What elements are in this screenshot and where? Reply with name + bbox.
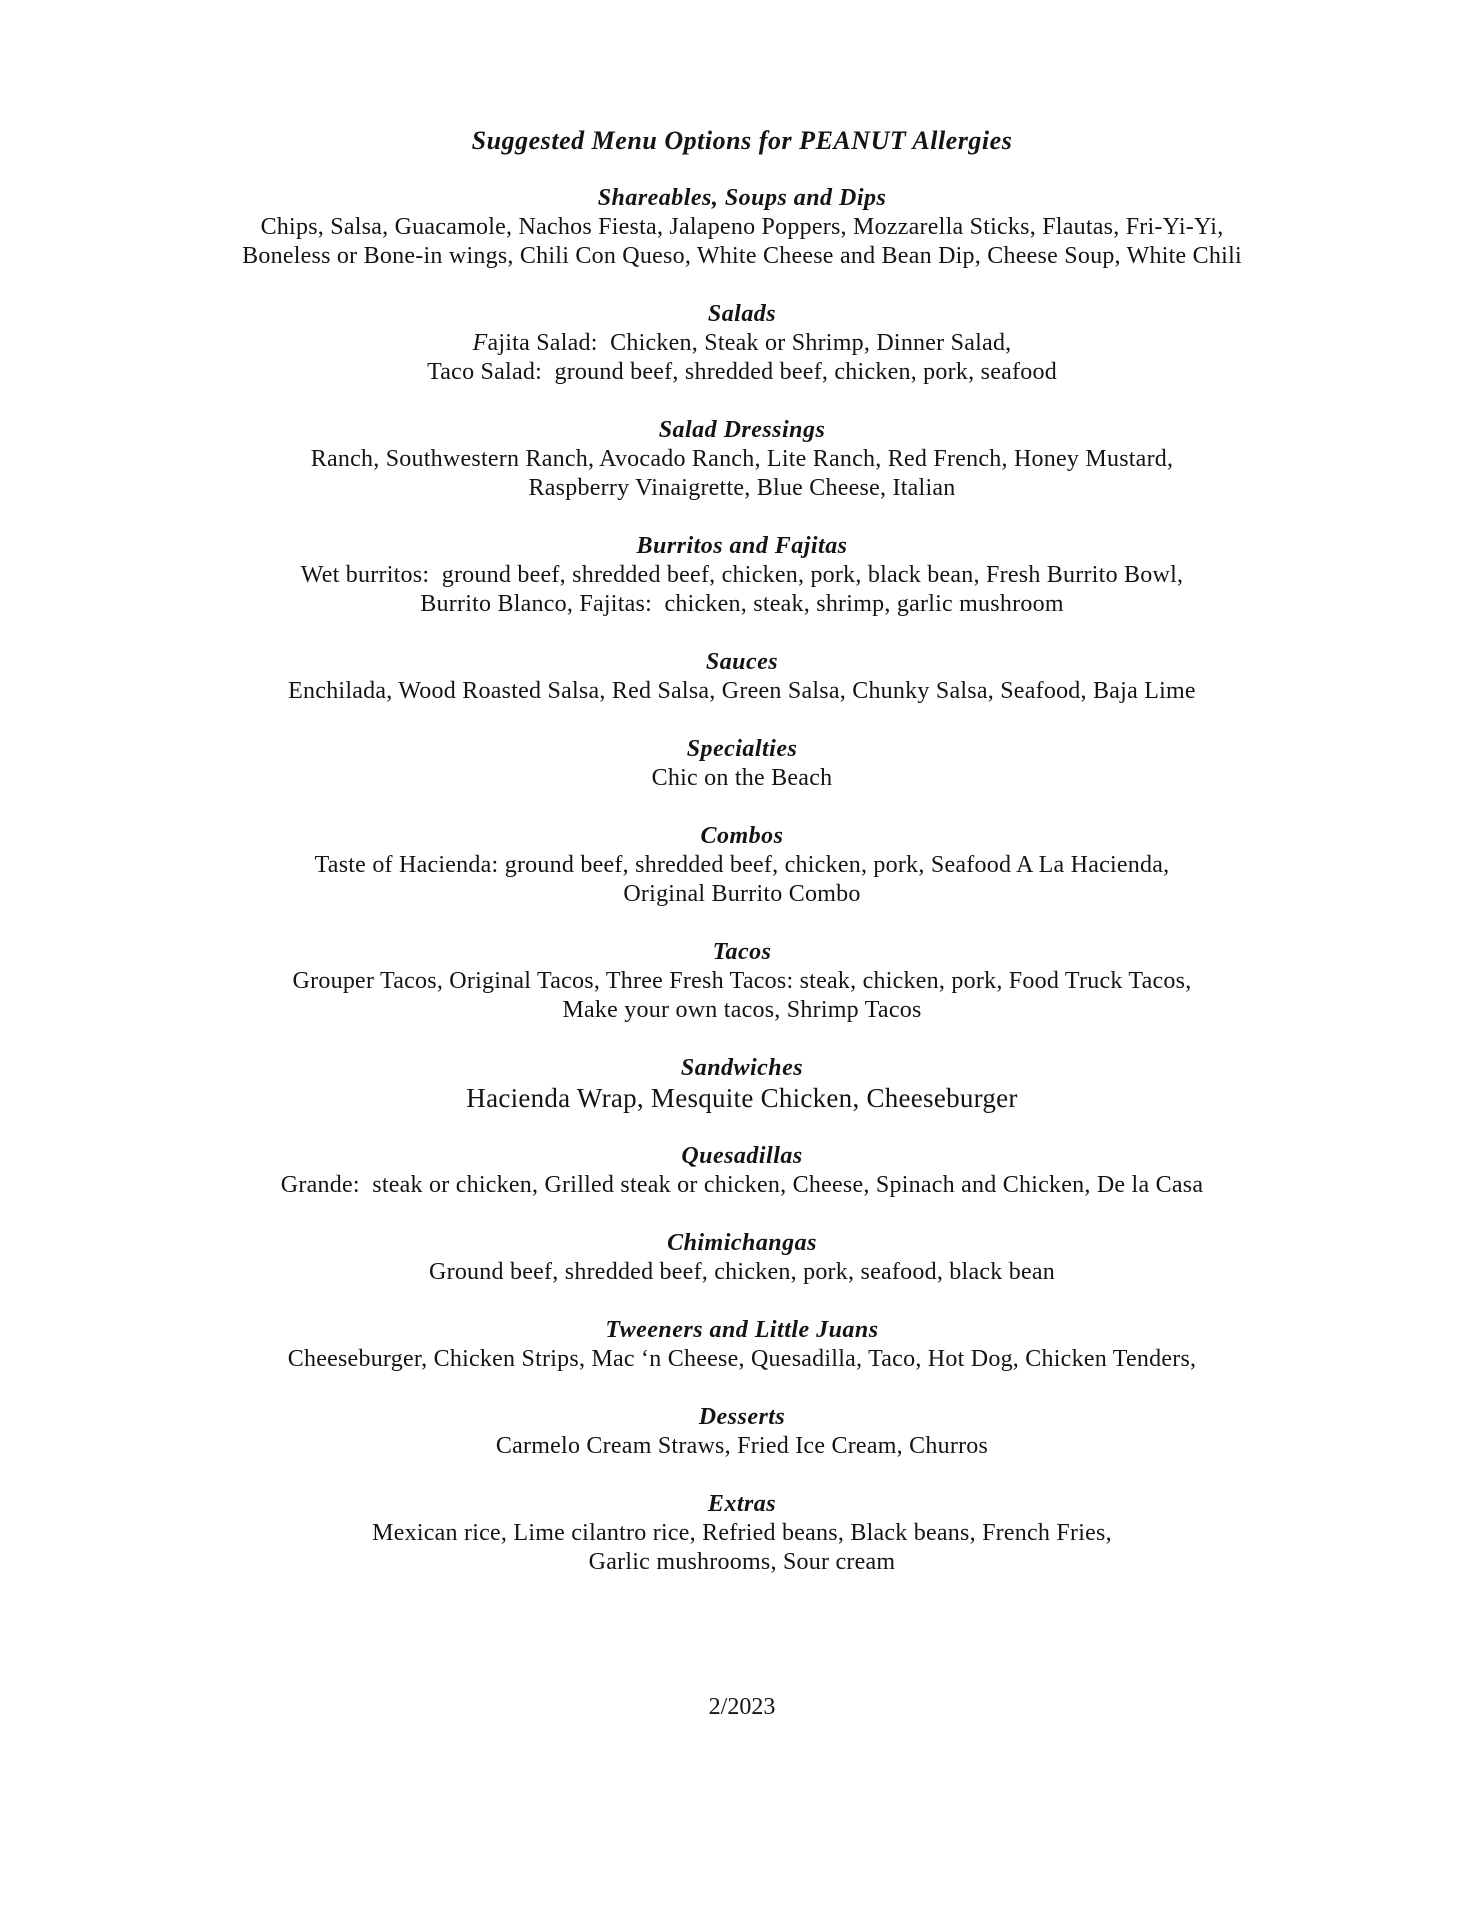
section-desserts	[0, 1403, 1484, 1461]
section-heading: Sauces	[705, 649, 779, 675]
menu-items-line: Taco Salad: ground beef, shredded beef, chicken, pork, seafood	[427, 359, 1057, 385]
section-heading: Specialties	[686, 736, 798, 762]
section-heading: Shareables, Soups and Dips	[597, 185, 887, 211]
section-salads	[0, 300, 1484, 387]
section-burritos-fajitas	[0, 532, 1484, 619]
page-title: Suggested Menu Options for PEANUT Allergies	[471, 126, 1013, 155]
section-sauces	[0, 648, 1484, 706]
menu-items-line: Raspberry Vinaigrette, Blue Cheese, Italian	[528, 475, 956, 501]
section-tacos	[0, 938, 1484, 1025]
menu-items-line: Chic on the Beach	[651, 765, 833, 791]
section-extras	[0, 1490, 1484, 1577]
menu-items-line: Mexican rice, Lime cilantro rice, Refried beans, Black beans, French Fries,	[372, 1520, 1112, 1546]
section-sandwiches	[0, 1054, 1484, 1113]
menu-items-line: Chips, Salsa, Guacamole, Nachos Fiesta, Jalapeno Poppers, Mozzarella Sticks, Flautas, Fri-Yi-Yi,	[260, 214, 1224, 240]
section-specialties	[0, 735, 1484, 793]
menu-items-line: Grande: steak or chicken, Grilled steak or chicken, Cheese, Spinach and Chicken, De la Casa	[280, 1172, 1204, 1198]
menu-items-line: Hacienda Wrap, Mesquite Chicken, Cheeseburger	[466, 1083, 1018, 1113]
menu-items-line: Burrito Blanco, Fajitas: chicken, steak, shrimp, garlic mushroom	[420, 591, 1064, 617]
section-heading: Tacos	[712, 939, 772, 965]
section-heading: Burritos and Fajitas	[636, 533, 848, 559]
section-heading: Chimichangas	[667, 1230, 817, 1256]
menu-items-line: Cheeseburger, Chicken Strips, Mac ‘n Cheese, Quesadilla, Taco, Hot Dog, Chicken Tenders,	[287, 1346, 1197, 1372]
section-heading: Extras	[707, 1491, 777, 1517]
section-heading: Salad Dressings	[658, 417, 826, 443]
menu-items-line: Fajita Salad: Chicken, Steak or Shrimp, Dinner Salad,	[472, 330, 1012, 356]
section-salad-dressings	[0, 416, 1484, 503]
section-heading: Combos	[700, 823, 784, 849]
section-quesadillas	[0, 1142, 1484, 1200]
menu-items-line: Ground beef, shredded beef, chicken, pork, seafood, black bean	[429, 1259, 1055, 1285]
menu-items-line: Original Burrito Combo	[623, 881, 861, 907]
section-heading: Sandwiches	[680, 1055, 804, 1081]
menu-items-line: Carmelo Cream Straws, Fried Ice Cream, Churros	[495, 1433, 989, 1459]
section-heading: Desserts	[698, 1404, 786, 1430]
section-heading: Salads	[707, 301, 777, 327]
menu-items-line: Taste of Hacienda: ground beef, shredded beef, chicken, pork, Seafood A La Hacienda,	[314, 852, 1170, 878]
menu-items-line: Make your own tacos, Shrimp Tacos	[562, 997, 922, 1023]
menu-items-line: Boneless or Bone-in wings, Chili Con Queso, White Cheese and Bean Dip, Cheese Soup, White Chili	[242, 243, 1242, 269]
menu-items-line: Ranch, Southwestern Ranch, Avocado Ranch, Lite Ranch, Red French, Honey Mustard,	[310, 446, 1174, 472]
section-heading: Tweeners and Little Juans	[605, 1317, 879, 1343]
menu-items-line: Wet burritos: ground beef, shredded beef, chicken, pork, black bean, Fresh Burrito Bowl,	[300, 562, 1184, 588]
revision-date: 2/2023	[708, 1694, 776, 1720]
section-shareables	[0, 184, 1484, 271]
section-tweeners-little-juans	[0, 1316, 1484, 1374]
section-heading: Quesadillas	[681, 1143, 803, 1169]
section-combos	[0, 822, 1484, 909]
menu-items-line: Enchilada, Wood Roasted Salsa, Red Salsa, Green Salsa, Chunky Salsa, Seafood, Baja Lime	[288, 678, 1196, 704]
menu-items-line: Garlic mushrooms, Sour cream	[588, 1549, 896, 1575]
menu-items-line: Grouper Tacos, Original Tacos, Three Fresh Tacos: steak, chicken, pork, Food Truck Tacos,	[292, 968, 1192, 994]
section-chimichangas	[0, 1229, 1484, 1287]
